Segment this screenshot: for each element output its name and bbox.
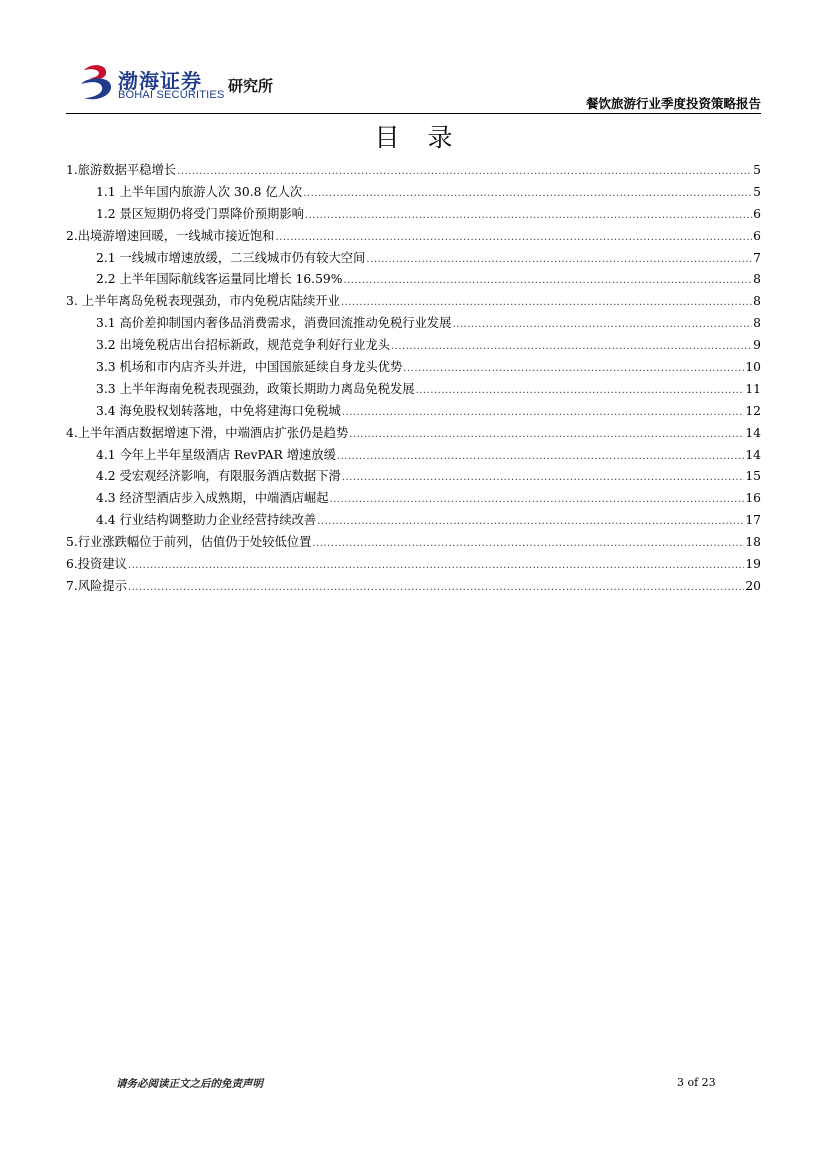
page-indicator: 3 of 23 bbox=[677, 1076, 716, 1089]
toc-entry-page[interactable]: 8 bbox=[753, 272, 761, 287]
toc-dot-leader bbox=[312, 533, 744, 555]
toc-entry-label[interactable]: 4.2 受宏观经济影响，有限服务酒店数据下滑 bbox=[96, 469, 341, 484]
toc-dot-leader bbox=[317, 511, 744, 533]
toc-entry[interactable] bbox=[66, 248, 761, 270]
header-divider bbox=[66, 113, 761, 114]
toc-entry[interactable] bbox=[66, 335, 761, 357]
toc-entry-page[interactable]: 10 bbox=[745, 360, 761, 375]
toc-entry[interactable] bbox=[66, 554, 761, 576]
table-of-contents bbox=[66, 160, 761, 598]
toc-entry-label[interactable]: 2.1 一线城市增速放缓，二三线城市仍有较大空间 bbox=[96, 250, 366, 265]
toc-entry-label[interactable]: 3.4 海免股权划转落地，中免将建海口免税城 bbox=[96, 403, 341, 418]
toc-entry-page[interactable]: 5 bbox=[753, 163, 761, 177]
toc-entry-label[interactable]: 3.2 出境免税店出台招标新政，规范竞争利好行业龙头 bbox=[96, 338, 390, 353]
toc-entry-page[interactable]: 16 bbox=[745, 491, 761, 506]
toc-entry-page[interactable]: 15 bbox=[745, 469, 761, 484]
toc-entry-label[interactable]: 3. 上半年离岛免税表现强劲，市内免税店陆续开业 bbox=[66, 294, 340, 309]
toc-entry-label[interactable]: 7.风险提示 bbox=[66, 578, 127, 593]
toc-dot-leader bbox=[342, 402, 745, 424]
toc-entry-page[interactable]: 6 bbox=[753, 206, 761, 221]
toc-dot-leader bbox=[341, 292, 752, 314]
toc-dot-leader bbox=[366, 249, 752, 271]
toc-entry[interactable] bbox=[66, 291, 761, 313]
toc-entry-page[interactable]: 20 bbox=[745, 578, 761, 593]
toc-entry-page[interactable]: 12 bbox=[745, 403, 761, 418]
toc-dot-leader bbox=[391, 336, 752, 358]
toc-entry-label[interactable]: 5.行业涨跌幅位于前列，估值仍于处较低位置 bbox=[66, 535, 312, 550]
toc-entry[interactable] bbox=[66, 313, 761, 335]
toc-dot-leader bbox=[275, 227, 752, 249]
toc-dot-leader bbox=[349, 424, 744, 446]
toc-entry[interactable] bbox=[66, 466, 761, 488]
toc-entry[interactable] bbox=[66, 357, 761, 379]
toc-entry-page[interactable]: 19 bbox=[745, 557, 761, 572]
toc-entry-page[interactable]: 11 bbox=[745, 381, 761, 396]
bohai-logo-icon bbox=[78, 62, 114, 102]
toc-entry-label[interactable]: 2.出境游增速回暖，一线城市接近饱和 bbox=[66, 228, 275, 243]
toc-entry-label[interactable]: 3.1 高价差抑制国内奢侈品消费需求，消费回流推动免税行业发展 bbox=[96, 316, 452, 331]
toc-entry[interactable] bbox=[66, 488, 761, 510]
toc-entry-label[interactable]: 4.1 今年上半年星级酒店 RevPAR 增速放缓 bbox=[96, 447, 336, 462]
toc-dot-leader bbox=[177, 161, 752, 183]
toc-entry-page[interactable]: 7 bbox=[753, 250, 761, 265]
toc-entry-label[interactable]: 4.4 行业结构调整助力企业经营持续改善 bbox=[96, 513, 317, 528]
toc-entry[interactable] bbox=[66, 576, 761, 598]
toc-entry-page[interactable]: 14 bbox=[745, 425, 761, 440]
toc-entry-label[interactable]: 1.2 景区短期仍将受门票降价预期影响 bbox=[96, 206, 304, 221]
toc-dot-leader bbox=[452, 314, 752, 336]
toc-entry[interactable] bbox=[66, 445, 761, 467]
toc-entry-label[interactable]: 4.3 经济型酒店步入成熟期，中端酒店崛起 bbox=[96, 491, 329, 506]
toc-entry-page[interactable]: 5 bbox=[753, 184, 761, 199]
toc-entry-page[interactable]: 18 bbox=[745, 535, 761, 550]
toc-dot-leader bbox=[342, 467, 745, 489]
toc-entry-label[interactable]: 3.3 上半年海南免税表现强劲，政策长期助力离岛免税发展 bbox=[96, 381, 415, 396]
toc-entry[interactable] bbox=[66, 204, 761, 226]
brand-name-cn: 渤海证券 bbox=[118, 69, 202, 93]
toc-title: 目录 bbox=[374, 123, 481, 152]
toc-entry[interactable] bbox=[66, 510, 761, 532]
toc-entry[interactable] bbox=[66, 532, 761, 554]
toc-entry[interactable] bbox=[66, 269, 761, 291]
toc-dot-leader bbox=[403, 358, 744, 380]
toc-dot-leader bbox=[305, 205, 752, 227]
toc-entry[interactable] bbox=[66, 226, 761, 248]
bohai-logo bbox=[78, 62, 298, 106]
toc-dot-leader bbox=[128, 577, 744, 599]
toc-entry-label[interactable]: 3.3 机场和市内店齐头并进，中国国旅延续自身龙头优势 bbox=[96, 360, 403, 375]
report-title: 餐饮旅游行业季度投资策略报告 bbox=[585, 96, 761, 111]
toc-entry-label[interactable]: 1.旅游数据平稳增长 bbox=[66, 163, 177, 177]
toc-entry[interactable] bbox=[66, 379, 761, 401]
toc-entry-page[interactable]: 8 bbox=[753, 294, 761, 309]
toc-entry[interactable] bbox=[66, 423, 761, 445]
toc-entry-label[interactable]: 2.2 上半年国际航线客运量同比增长 16.59% bbox=[96, 272, 343, 287]
footer-disclaimer: 请务必阅读正文之后的免责声明 bbox=[116, 1078, 263, 1090]
toc-dot-leader bbox=[343, 270, 752, 292]
toc-entry[interactable] bbox=[66, 160, 761, 182]
toc-entry-label[interactable]: 4.上半年酒店数据增速下滑，中端酒店扩张仍是趋势 bbox=[66, 425, 349, 440]
toc-entry-label[interactable]: 6.投资建议 bbox=[66, 557, 127, 572]
brand-name-en: BOHAI SECURITIES bbox=[118, 89, 225, 101]
toc-entry-page[interactable]: 17 bbox=[745, 513, 761, 528]
toc-entry-page[interactable]: 9 bbox=[753, 338, 761, 353]
toc-dot-leader bbox=[416, 380, 745, 402]
toc-entry[interactable] bbox=[66, 182, 761, 204]
institute-label: 研究所 bbox=[228, 77, 274, 95]
toc-entry-page[interactable]: 14 bbox=[745, 447, 761, 462]
toc-entry-page[interactable]: 8 bbox=[753, 316, 761, 331]
toc-dot-leader bbox=[128, 555, 744, 577]
toc-dot-leader bbox=[330, 489, 745, 511]
toc-dot-leader bbox=[303, 183, 752, 205]
toc-dot-leader bbox=[337, 446, 744, 468]
toc-entry-page[interactable]: 6 bbox=[753, 228, 761, 243]
toc-entry-label[interactable]: 1.1 上半年国内旅游人次 30.8 亿人次 bbox=[96, 184, 303, 199]
toc-entry[interactable] bbox=[66, 401, 761, 423]
